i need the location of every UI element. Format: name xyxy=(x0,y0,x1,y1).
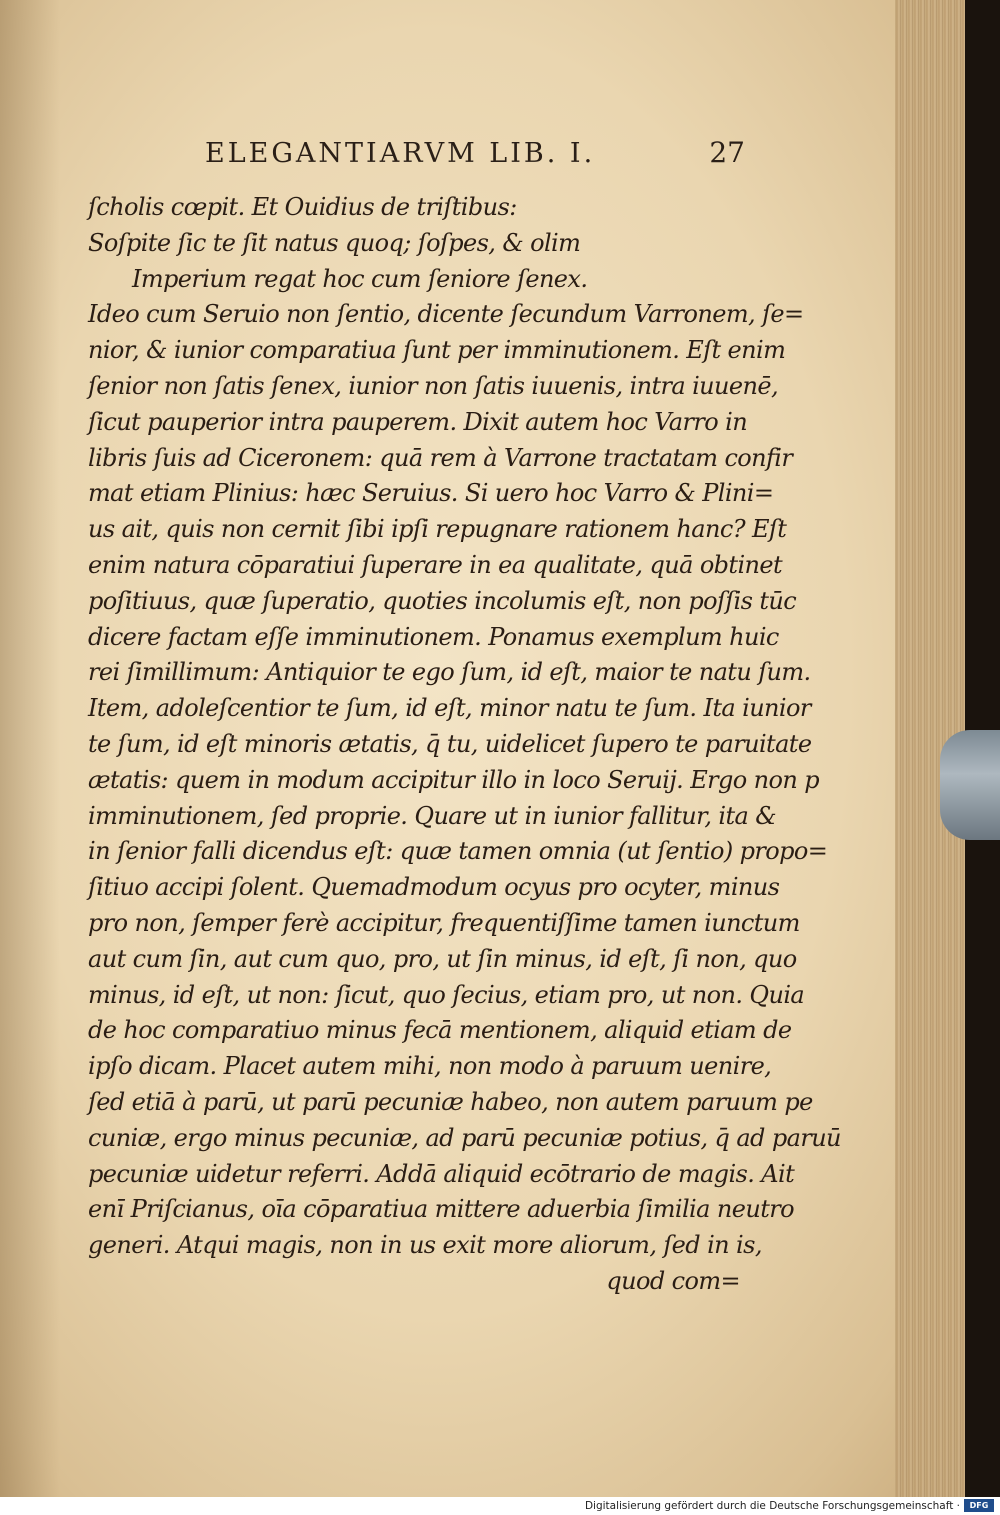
text-line: Imperium regat hoc cum ſeniore ſenex. xyxy=(132,264,588,293)
text-line: enim natura cōparatiui ſuperare in ea qualitate, quā obtinet xyxy=(88,550,783,579)
text-line: minus, id eſt, ut non: ſicut, quo ſecius, etiam pro, ut non. Quia xyxy=(88,980,805,1009)
text-line: cuniæ, ergo minus pecuniæ, ad parū pecuniæ potius, q̄ ad paruū xyxy=(88,1123,841,1152)
text-line: te ſum, id eſt minoris ætatis, q̄ tu, uidelicet ſupero te paruitate xyxy=(88,729,812,758)
digitization-footer xyxy=(0,1497,1000,1515)
text-line: poſitiuus, quæ ſuperatio, quoties incolumis eſt, non poſſis tūc xyxy=(88,586,797,615)
text-line: enī Priſcianus, oīa cōparatiua mittere aduerbia ſimilia neutro xyxy=(88,1195,794,1224)
text-line: ipſo dicam. Placet autem mihi, non modo à paruum uenire, xyxy=(88,1052,772,1081)
text-line: ſenior non ſatis ſenex, iunior non ſatis iuuenis, intra iuuenē, xyxy=(88,371,778,400)
text-line: aut cum ſin, aut cum quo, pro, ut ſin minus, id eſt, ſi non, quo xyxy=(88,944,797,973)
text-line: ætatis: quem in modum accipitur illo in loco Seruij. Ergo non p xyxy=(88,765,820,794)
text-line: pro non, ſemper ferè accipitur, frequentiſſime tamen iunctum xyxy=(88,908,800,937)
page-clip xyxy=(940,730,1000,840)
text-line: libris ſuis ad Ciceronem: quā rem à Varrone tractatam confir xyxy=(88,443,793,472)
running-head xyxy=(205,138,745,178)
text-line: imminutionem, ſed proprie. Quare ut in iunior fallitur, ita & xyxy=(88,801,777,830)
dfg-logo: DFG xyxy=(964,1499,994,1512)
text-line: dicere factam eſſe imminutionem. Ponamus exemplum huic xyxy=(88,622,779,651)
running-title: ELEGANTIARVM LIB. I. xyxy=(205,138,596,169)
text-line: mat etiam Plinius: hæc Seruius. Si uero hoc Varro & Plini= xyxy=(88,479,774,508)
text-line: in ſenior falli dicendus eſt: quæ tamen omnia (ut ſentio) propo= xyxy=(88,837,828,866)
text-line: generi. Atqui magis, non in us exit more aliorum, ſed in is, xyxy=(88,1231,762,1260)
text-line: de hoc comparatiuo minus fecā mentionem, aliquid etiam de xyxy=(88,1016,792,1045)
text-line: Soſpite ſic te ſit natus quoq; ſoſpes, & olim xyxy=(88,228,581,257)
text-line: ſicut pauperior intra pauperem. Dixit autem hoc Varro in xyxy=(88,407,748,436)
text-line: nior, & iunior comparatiua ſunt per imminutionem. Eſt enim xyxy=(88,336,786,365)
page-number: 27 xyxy=(709,136,745,169)
text-line: rei ſimillimum: Antiquior te ego ſum, id eſt, maior te natu ſum. xyxy=(88,658,811,687)
catchword: quod com= xyxy=(606,1266,740,1295)
text-line: ſed etiā à parū, ut parū pecuniæ habeo, non autem paruum pe xyxy=(88,1087,813,1116)
funding-notice: Digitalisierung gefördert durch die Deutsche Forschungsgemeinschaft · xyxy=(584,1500,960,1512)
text-line: ſcholis cœpit. Et Ouidius de triſtibus: xyxy=(88,193,517,221)
text-line: Item, adoleſcentior te ſum, id eſt, minor natu te ſum. Ita iunior xyxy=(88,694,811,723)
text-line: ſitiuo accipi ſolent. Quemadmodum ocyus pro ocyter, minus xyxy=(88,873,780,902)
text-line: us ait, quis non cernit ſibi ipſi repugnare rationem hanc? Eſt xyxy=(88,515,787,544)
text-line: pecuniæ uidetur referri. Addā aliquid ecōtrario de magis. Ait xyxy=(88,1159,795,1188)
text-body xyxy=(88,190,841,1300)
text-line: Ideo cum Seruio non ſentio, dicente ſecundum Varronem, ſe= xyxy=(88,300,804,329)
gutter-shadow xyxy=(0,0,60,1497)
